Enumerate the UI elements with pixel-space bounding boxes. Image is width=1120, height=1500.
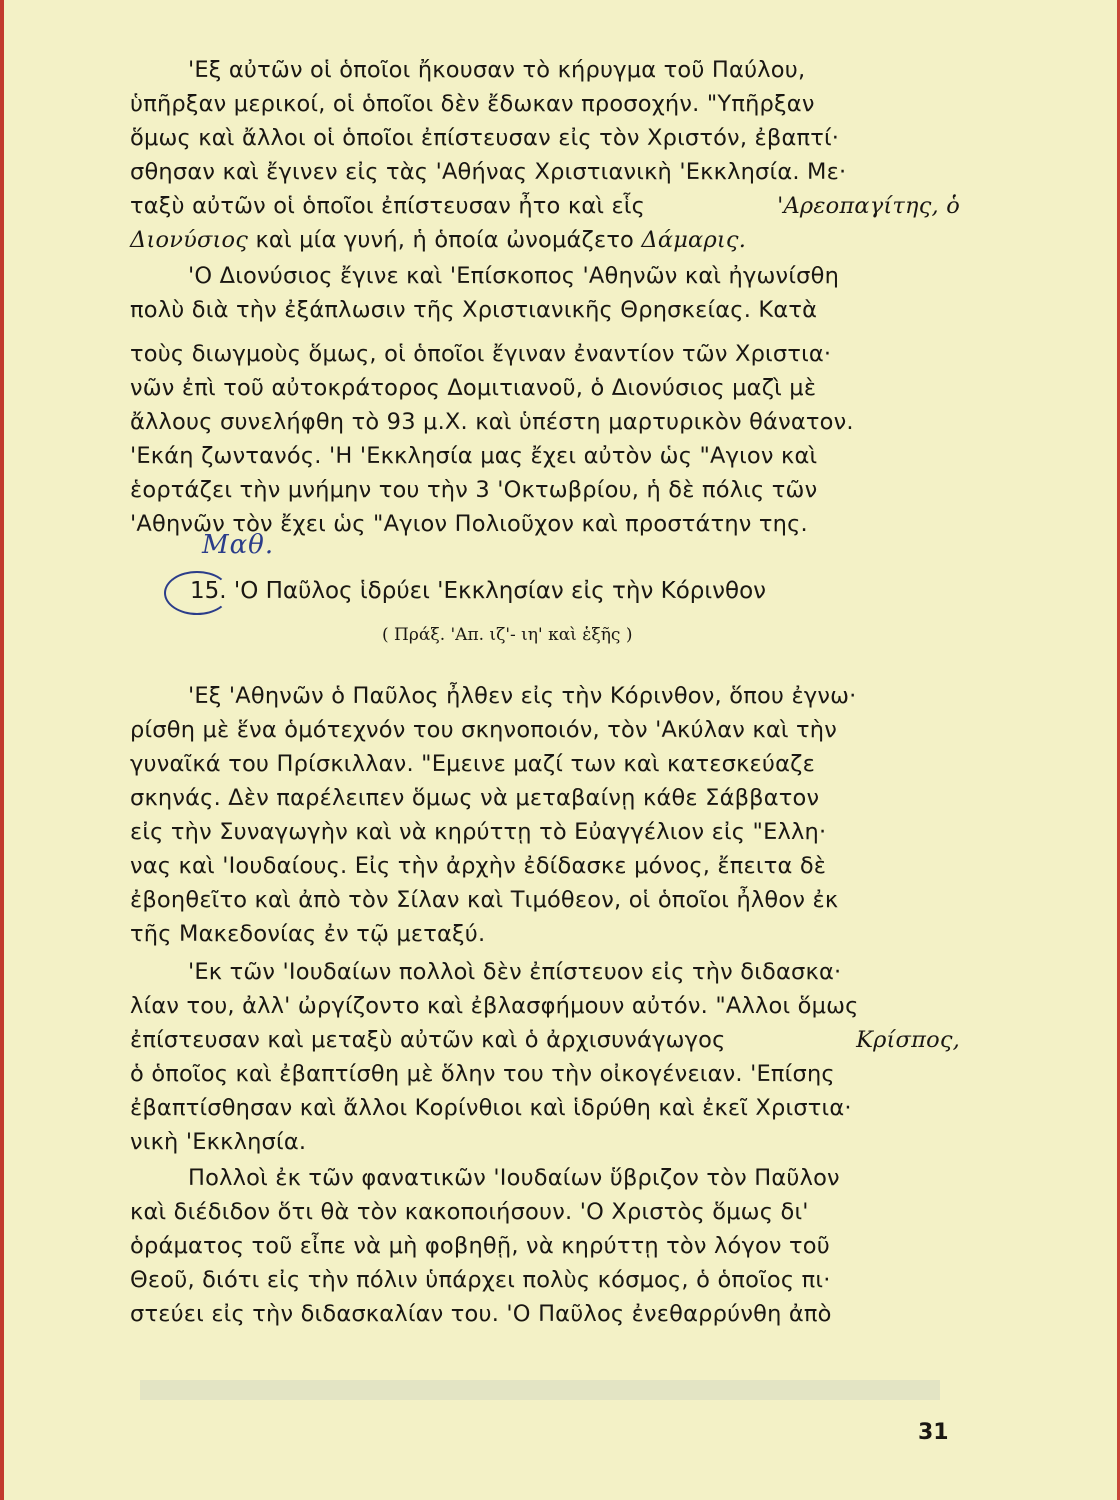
text-line: 'Αθηνῶν τὸν ἔχει ὡς "Αγιον Πολιοῦχον καὶ προστάτην της. xyxy=(130,511,808,537)
section-number-text: 15 xyxy=(190,578,220,604)
text-line: νῶν ἐπὶ τοῦ αὐτοκράτορος Δομιτιανοῦ, ὁ Διονύσιος μαζὶ μὲ xyxy=(130,375,817,401)
text-line: ὁράματος τοῦ εἶπε νὰ μὴ φοβηθῇ, νὰ κηρύττῃ τὸν λόγον τοῦ xyxy=(130,1233,830,1259)
text-line: νας καὶ 'Ιουδαίους. Εἰς τὴν ἀρχὴν ἐδίδασκε μόνος, ἔπειτα δὲ xyxy=(130,853,827,879)
text-line: 'Εκ τῶν 'Ιουδαίων πολλοὶ δὲν ἐπίστευον εἰς τὴν διδασκα· xyxy=(188,959,842,985)
text-line: ρίσθη μὲ ἕνα ὁμότεχνόν του σκηνοποιόν, τὸν 'Ακύλαν καὶ τὴν xyxy=(130,717,838,743)
text-line: εἰς τὴν Συναγωγὴν καὶ νὰ κηρύττῃ τὸ Εὐαγγέλιον εἰς "Ελλη· xyxy=(130,819,827,845)
text-line: λίαν του, ἀλλ' ὠργίζοντο καὶ ἐβλασφήμουν αὐτόν. "Αλλοι ὅμως xyxy=(130,993,859,1019)
text-line: καὶ διέδιδον ὅτι θὰ τὸν κακοποιήσουν. 'Ο Χριστὸς ὅμως δι' xyxy=(130,1199,809,1225)
italic-name-areopagite: 'Αρεοπαγίτης, ὁ xyxy=(777,193,960,219)
text-line: πολὺ διὰ τὴν ἐξάπλωσιν τῆς Χριστιανικῆς Θρησκείας. Κατὰ xyxy=(130,297,818,323)
text-line xyxy=(130,1022,960,1058)
page-edge-left xyxy=(0,0,4,1500)
section-number xyxy=(180,573,219,609)
page-number: 31 xyxy=(918,1420,949,1445)
text-line: ἐβοηθεῖτο καὶ ἀπὸ τὸν Σίλαν καὶ Τιμόθεον, οἱ ὁποῖοι ἦλθον ἐκ xyxy=(130,887,839,913)
handwritten-note: Μαθ. xyxy=(202,530,275,560)
text-line xyxy=(130,188,960,224)
text-line xyxy=(130,222,960,258)
text-line: 'Ο Διονύσιος ἔγινε καὶ 'Επίσκοπος 'Αθηνῶν καὶ ἠγωνίσθη xyxy=(188,263,840,289)
italic-name-dionysios: Διονύσιος xyxy=(130,227,249,253)
italic-name-crispus: Κρίσπος, xyxy=(856,1027,960,1053)
text-line: σθησαν καὶ ἔγινεν εἰς τὰς 'Αθήνας Χριστιανικὴ 'Εκκλησία. Με· xyxy=(130,159,847,185)
text-line: σκηνάς. Δὲν παρέλειπεν ὅμως νὰ μεταβαίνῃ κάθε Σάββατον xyxy=(130,785,820,811)
pen-circle-mark xyxy=(164,571,230,615)
text-line: 'Εξ αὐτῶν οἱ ὁποῖοι ἤκουσαν τὸ κήρυγμα τοῦ Παύλου, xyxy=(188,57,806,83)
text-fragment: ταξὺ αὐτῶν οἱ ὁποῖοι ἐπίστευσαν ἦτο καὶ εἷς xyxy=(130,193,646,219)
text-line: ἄλλους συνελήφθη τὸ 93 μ.Χ. καὶ ὑπέστη μαρτυρικὸν θάνατον. xyxy=(130,409,854,435)
text-line: στεύει εἰς τὴν διδασκαλίαν του. 'Ο Παῦλος ἐνεθαρρύνθη ἀπὸ xyxy=(130,1301,832,1327)
text-line: γυναῖκά του Πρίσκιλλαν. "Εμεινε μαζί των καὶ κατεσκεύαζε xyxy=(130,751,815,777)
text-line: τοὺς διωγμοὺς ὅμως, οἱ ὁποῖοι ἔγιναν ἐναντίον τῶν Χριστια· xyxy=(130,341,832,367)
text-line: Πολλοὶ ἐκ τῶν φανατικῶν 'Ιουδαίων ὕβριζον τὸν Παῦλον xyxy=(188,1165,840,1191)
text-line: Θεοῦ, διότι εἰς τὴν πόλιν ὑπάρχει πολὺς κόσμος, ὁ ὁποῖος πι· xyxy=(130,1267,831,1293)
text-line: ὑπῆρξαν μερικοί, οἱ ὁποῖοι δὲν ἔδωκαν προσοχήν. "Υπῆρξαν xyxy=(130,91,815,117)
text-line: 'Εκάη ζωντανός. 'Η 'Εκκλησία μας ἔχει αὐτὸν ὡς "Αγιον καὶ xyxy=(130,443,818,469)
print-smudge xyxy=(140,1380,940,1400)
text-fragment: καὶ μία γυνή, ἡ ὁποία ὠνομάζετο xyxy=(255,227,635,253)
section-title: . 'Ο Παῦλος ἱδρύει 'Εκκλησίαν εἰς τὴν Κόρινθον xyxy=(219,578,767,604)
text-fragment: ἐπίστευσαν καὶ μεταξὺ αὐτῶν καὶ ὁ ἀρχισυνάγωγος xyxy=(130,1027,726,1053)
text-line: ὁ ὁποῖος καὶ ἐβαπτίσθη μὲ ὅλην του τὴν οἰκογένειαν. 'Επίσης xyxy=(130,1061,835,1087)
text-line: τῆς Μακεδονίας ἐν τῷ μεταξύ. xyxy=(130,921,486,947)
text-line: ἐβαπτίσθησαν καὶ ἄλλοι Κορίνθιοι καὶ ἱδρύθη καὶ ἐκεῖ Χριστια· xyxy=(130,1095,852,1121)
italic-name-damaris: Δάμαρις. xyxy=(641,227,747,253)
section-heading xyxy=(180,573,940,609)
text-line: 'Εξ 'Αθηνῶν ὁ Παῦλος ἦλθεν εἰς τὴν Κόρινθον, ὅπου ἐγνω· xyxy=(188,683,857,709)
text-line: ὅμως καὶ ἄλλοι οἱ ὁποῖοι ἐπίστευσαν εἰς τὸν Χριστόν, ἐβαπτί· xyxy=(130,125,840,151)
text-line: νικὴ 'Εκκλησία. xyxy=(130,1129,307,1155)
section-reference: ( Πράξ. 'Απ. ιζ'- ιη' καὶ ἑξῆς ) xyxy=(382,625,633,645)
text-line: ἑορτάζει τὴν μνήμην του τὴν 3 'Οκτωβρίου, ἡ δὲ πόλις τῶν xyxy=(130,477,818,503)
